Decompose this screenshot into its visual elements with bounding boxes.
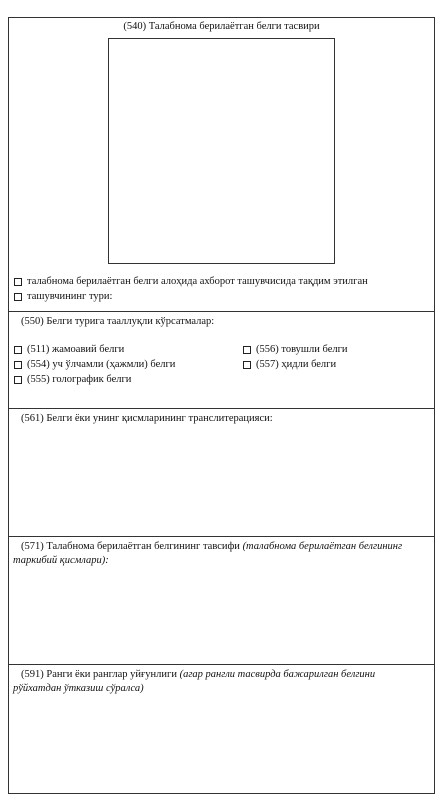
checkbox-icon[interactable] [14, 361, 22, 369]
section-591-heading [13, 668, 426, 696]
option-555-holographic-mark[interactable] [14, 374, 131, 385]
separate-carrier-label: талабнома берилаётган белги алоҳида ахборот ташувчисида тақдим этилган [27, 276, 368, 287]
section-571-title: (571) Талабнома берилаётган белгининг тавсифи [21, 541, 240, 552]
application-form [8, 17, 435, 794]
checkbox-icon[interactable] [14, 278, 22, 286]
option-label: (511) жамоавий белги [27, 344, 125, 355]
option-557-scent-mark[interactable] [243, 359, 336, 370]
checkbox-icon[interactable] [14, 346, 22, 354]
section-550-mark-type [9, 312, 434, 409]
carrier-type-label: ташувчининг тури: [27, 291, 113, 302]
section-591-colors [9, 665, 434, 795]
carrier-type-option[interactable] [14, 291, 112, 302]
section-561-transliteration [9, 409, 434, 537]
checkbox-icon[interactable] [14, 293, 22, 301]
option-511-collective-mark[interactable] [14, 344, 124, 355]
section-540-title: (540) Талабнома берилаётган белги тасвири [123, 21, 320, 32]
option-label: (556) товушли белги [256, 344, 348, 355]
option-label: (555) голографик белги [27, 374, 132, 385]
section-561-title: (561) Белги ёки унинг қисмларининг транслитерацияси: [21, 413, 273, 424]
section-540-mark-image [9, 18, 434, 312]
option-label: (557) ҳидли белги [256, 359, 337, 370]
mark-image-box [108, 38, 335, 264]
section-591-title: (591) Ранги ёки ранглар уйғунлиги [21, 669, 177, 680]
section-571-note: (талабнома берилаётган белгининг таркибий қисмлари): [13, 541, 403, 566]
section-591-note: (агар рангли тасвирда бажарилган белгини рўйхатдан ўтказиш сўралса) [13, 669, 376, 694]
option-556-sound-mark[interactable] [243, 344, 348, 355]
checkbox-icon[interactable] [14, 376, 22, 384]
checkbox-icon[interactable] [243, 346, 251, 354]
option-label: (554) уч ўлчамли (ҳажмли) белги [27, 359, 176, 370]
checkbox-icon[interactable] [243, 361, 251, 369]
separate-carrier-option[interactable] [14, 276, 368, 287]
option-554-3d-mark[interactable] [14, 359, 175, 370]
section-571-description [9, 537, 434, 665]
section-571-heading [13, 540, 426, 568]
section-550-title: (550) Белги турига тааллуқли кўрсатмалар: [21, 316, 215, 327]
